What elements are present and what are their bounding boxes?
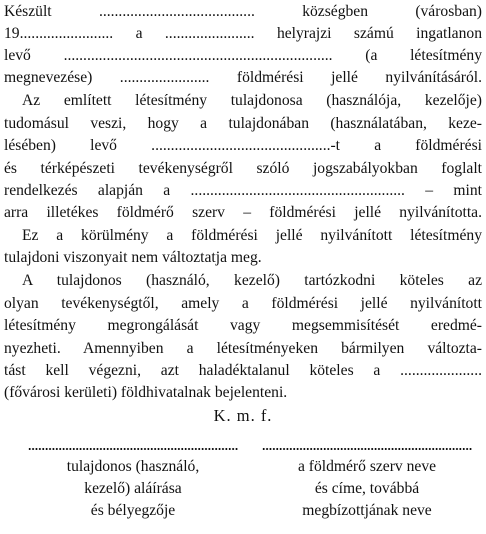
text-line: Az említett létesítmény tulajdonosa (használója, kezelője) xyxy=(22,92,482,109)
text-line: rendelkezés alapján a ....................................................... – mint xyxy=(4,182,482,199)
text-line: tulajdoni viszonyait nem változtatja meg. xyxy=(4,249,262,266)
text-line: megnevezése) ....................... földmérési jellé nyilvánításáról. xyxy=(4,69,482,86)
text-line: tudomásul veszi, hogy a tulajdonában (használatában, keze- xyxy=(4,115,482,132)
signature-line-right xyxy=(262,447,472,451)
text-line: nyezheti. Amennyiben a létesítményeken bármilyen változta- xyxy=(4,340,482,357)
signature-line-left xyxy=(28,447,238,451)
text-line: 19........................ a ....................... helyrajzi számú ingatlanon xyxy=(4,25,482,42)
text-line: és térképészeti tevékenységről szóló jogszabályokban foglalt xyxy=(4,160,482,177)
caption-line: a földmérő szerv neve xyxy=(297,458,437,475)
caption-line: kezelő) aláírása xyxy=(84,480,182,497)
signature-caption-right xyxy=(262,456,472,522)
caption-line: megbízottjának neve xyxy=(302,502,432,519)
text-line: A tulajdonos (használó, kezelő) tartózkodni köteles az xyxy=(22,272,482,289)
text-line: levő ..................................................................... (a létesítmény xyxy=(4,47,482,64)
text-line: (fővárosi kerületi) földhivatalnak bejelenteni. xyxy=(4,384,288,401)
text-line: lésében) levő ..............................................-t a földmérési xyxy=(4,137,482,154)
text-line: Készült ........................................ községben (városban) xyxy=(4,3,482,20)
signature-caption-left xyxy=(28,456,238,522)
text-line: létesítmény megrongálását vagy megsemmisítését eredmé- xyxy=(4,317,482,334)
caption-line: és bélyegzője xyxy=(90,502,176,519)
text-line: olyan tevékenységtől, amely a földmérési jellé nyilvánított xyxy=(4,295,482,312)
kmf-heading: K. m. f. xyxy=(213,406,273,425)
caption-line: tulajdonos (használó, xyxy=(66,458,200,475)
text-line: Ez a körülmény a földmérési jellé nyilvánított létesítmény xyxy=(22,227,482,244)
text-line: arra illetékes földmérő szerv – földmérési jellé nyilvánította. xyxy=(4,204,482,221)
text-line: tást kell végezni, azt haladéktalanul köteles a ..................... xyxy=(4,362,482,379)
caption-line: és címe, továbbá xyxy=(314,480,420,497)
